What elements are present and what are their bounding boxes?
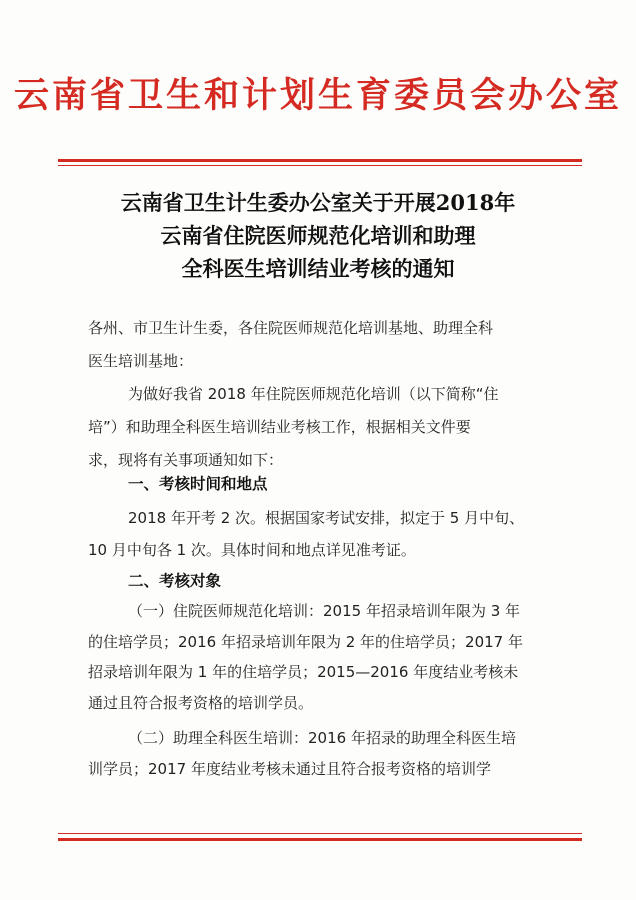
paragraph-line: （一）住院医师规范化培训：2015 年招录培训年限为 3 年 [128, 602, 521, 620]
paragraph-line: 训学员；2017 年度结业考核未通过且符合报考资格的培训学 [88, 760, 491, 778]
document-title [40, 186, 596, 285]
title-line: 云南省住院医师规范化培训和助理 [160, 223, 476, 248]
footer-rule-thin [58, 833, 582, 834]
intro-line: 培”）和助理全科医生培训结业考核工作，根据相关文件要 [88, 418, 471, 436]
section-heading: 一、考核时间和地点 [128, 475, 268, 493]
intro-line: 为做好我省 2018 年住院医师规范化培训（以下简称“住 [128, 385, 499, 403]
footer-rule-thick [58, 838, 582, 841]
letterhead-rule-thick [58, 159, 582, 162]
letterhead-rule-thin [58, 165, 582, 166]
paragraph-line: 的住培学员；2016 年招录培训年限为 2 年的住培学员；2017 年 [88, 633, 523, 651]
paragraph-line: （二）助理全科医生培训：2016 年招录的助理全科医生培 [128, 729, 516, 747]
paragraph-line: 2018 年开考 2 次。根据国家考试安排，拟定于 5 月中旬、 [128, 509, 525, 527]
salutation-line: 医生培训基地： [88, 352, 194, 370]
letterhead: 云南省卫生和计划生育委员会办公室 [13, 75, 622, 116]
paragraph-line: 10 月中旬各 1 次。具体时间和地点详见准考证。 [88, 541, 416, 559]
paragraph-line: 通过且符合报考资格的培训学员。 [88, 694, 314, 712]
section-heading: 二、考核对象 [128, 572, 222, 590]
salutation-line: 各州、市卫生计生委，各住院医师规范化培训基地、助理全科 [88, 319, 494, 337]
paragraph-line: 招录培训年限为 1 年的住培学员；2015—2016 年度结业考核未 [88, 663, 519, 681]
title-line: 云南省卫生计生委办公室关于开展2018年 [120, 190, 516, 215]
title-line: 全科医生培训结业考核的通知 [181, 256, 455, 281]
intro-line: 求，现将有关事项通知如下： [88, 451, 284, 469]
